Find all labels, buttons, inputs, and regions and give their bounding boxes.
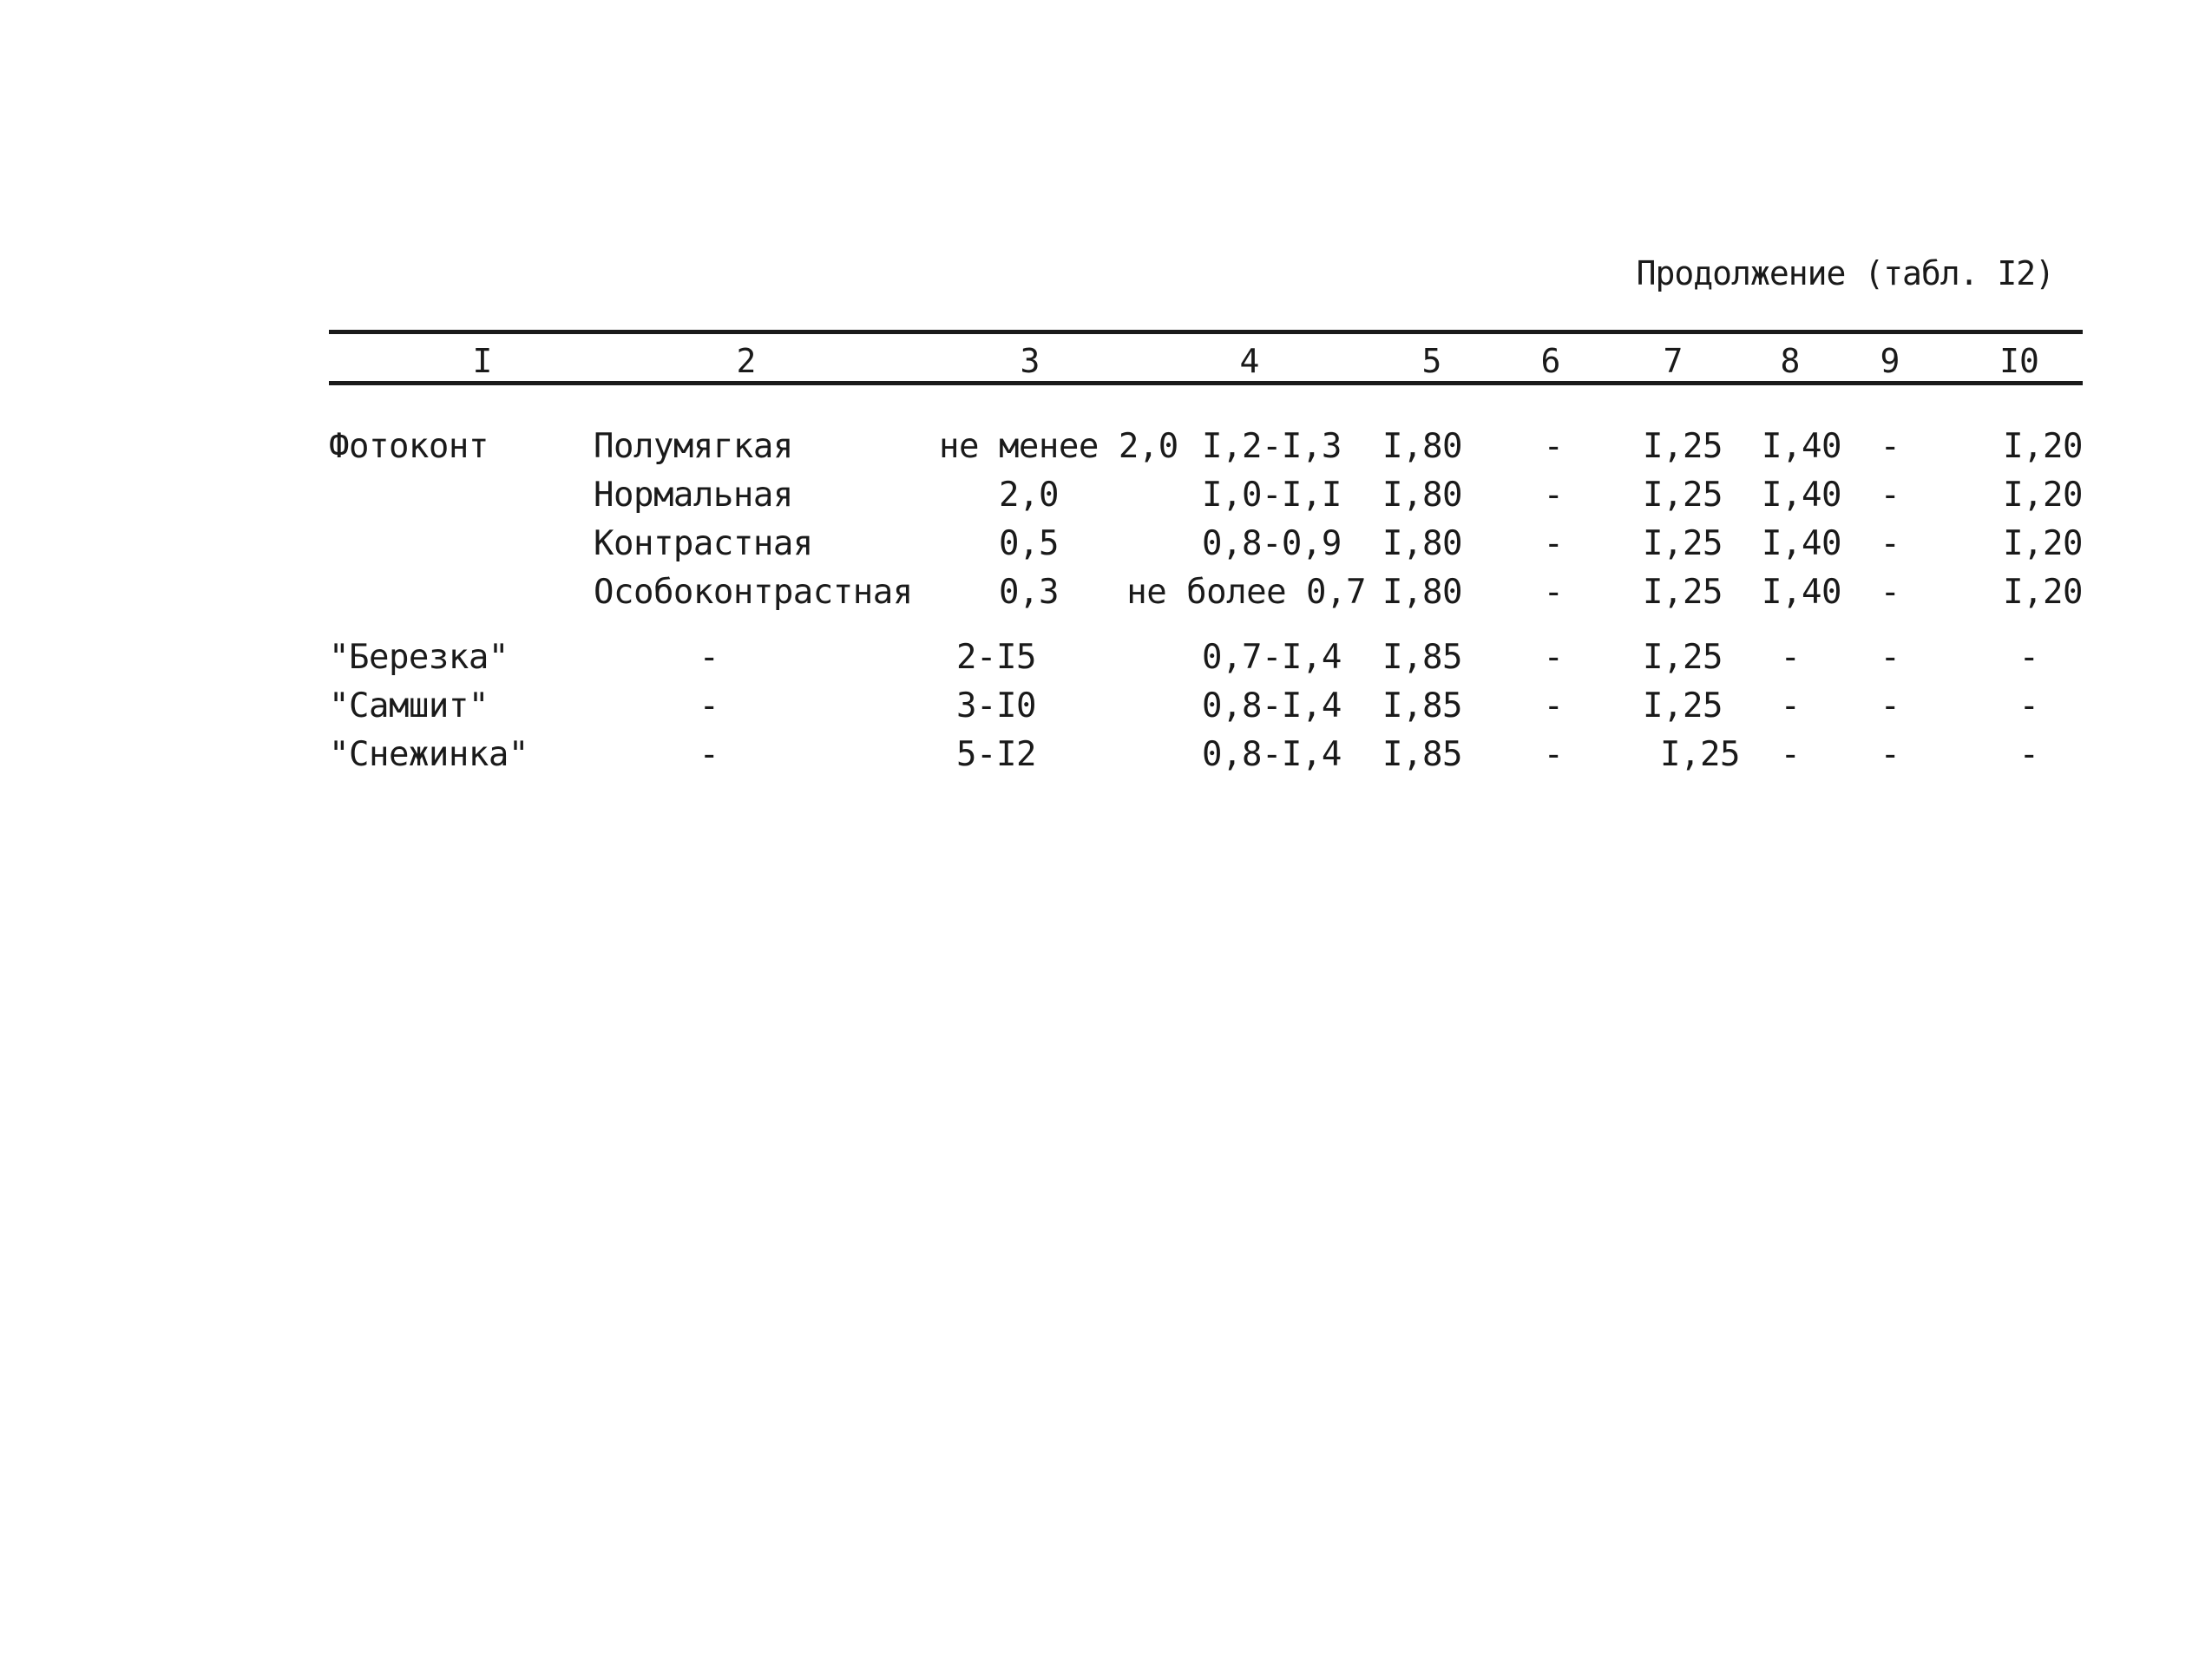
table-cell: I,20 (2003, 524, 2083, 563)
table-cell: I,25 (1643, 476, 1723, 515)
table-cell: - (1880, 476, 1900, 515)
header-col-3: 3 (1020, 342, 1040, 380)
table-cell: Особоконтрастная (594, 573, 913, 612)
header-col-2: 2 (736, 342, 757, 380)
table-cell: I,80 (1382, 476, 1462, 515)
table-cell: I,25 (1643, 427, 1723, 466)
table-cell: - (1780, 686, 1801, 725)
table-cell: - (2018, 735, 2039, 774)
table-cell: - (1543, 686, 1564, 725)
table-cell: I,40 (1762, 427, 1841, 466)
header-col-4: 4 (1239, 342, 1260, 380)
table-cell: I,40 (1762, 573, 1841, 612)
table-cell: - (2018, 638, 2039, 677)
table-cell: - (1543, 427, 1564, 466)
table-cell: 0,5 (999, 524, 1059, 563)
table-cell: - (1780, 638, 1801, 677)
table-cell: 0,7-I,4 (1202, 638, 1342, 677)
table-cell: - (1543, 573, 1564, 612)
table-cell: I,25 (1643, 686, 1723, 725)
table-cell: не более 0,7 (1126, 573, 1366, 612)
table-cell: Нормальная (594, 476, 793, 515)
table-cell: I,0-I,I (1202, 476, 1342, 515)
table-cell: 0,8-0,9 (1202, 524, 1342, 563)
table-caption: Продолжение (табл. I2) (1636, 254, 2054, 292)
table-cell: - (1543, 735, 1564, 774)
header-col-7: 7 (1663, 342, 1684, 380)
table-cell: I,20 (2003, 476, 2083, 515)
table-header-rule (329, 381, 2083, 385)
table-cell: I,25 (1643, 573, 1723, 612)
table-cell: - (1543, 638, 1564, 677)
table-cell: I,2-I,3 (1202, 427, 1342, 466)
table-cell: I,25 (1660, 735, 1740, 774)
table-cell: 2-I5 (956, 638, 1036, 677)
table-cell: 0,3 (999, 573, 1059, 612)
table-cell: "Самшит" (329, 686, 489, 725)
table-cell: - (1880, 686, 1900, 725)
table-cell: 5-I2 (956, 735, 1036, 774)
header-col-5: 5 (1421, 342, 1442, 380)
table-cell: I,40 (1762, 476, 1841, 515)
table-cell: 0,8-I,4 (1202, 735, 1342, 774)
table-cell: I,85 (1382, 686, 1462, 725)
table-cell: Полумягкая (594, 427, 793, 466)
table-cell: - (1880, 638, 1900, 677)
table-cell: - (1880, 427, 1900, 466)
table-cell: I,40 (1762, 524, 1841, 563)
table-cell: Контрастная (594, 524, 813, 563)
table-top-rule (329, 330, 2083, 334)
table-cell: "Березка" (329, 638, 509, 677)
header-col-10: I0 (1999, 342, 2039, 380)
table-cell: - (1780, 735, 1801, 774)
table-cell: 3-I0 (956, 686, 1036, 725)
header-col-8: 8 (1780, 342, 1801, 380)
table-cell: 0,8-I,4 (1202, 686, 1342, 725)
table-cell: - (2018, 686, 2039, 725)
table-cell: I,20 (2003, 573, 2083, 612)
table-cell: - (1543, 524, 1564, 563)
table-cell: I,85 (1382, 638, 1462, 677)
table-cell: - (1880, 524, 1900, 563)
table-cell: I,25 (1643, 638, 1723, 677)
header-col-6: 6 (1540, 342, 1561, 380)
table-cell: - (699, 686, 719, 725)
header-col-1: I (472, 342, 493, 380)
table-cell: I,20 (2003, 427, 2083, 466)
table-cell: - (1880, 735, 1900, 774)
table-cell: I,80 (1382, 427, 1462, 466)
table-cell: Фотоконт (329, 427, 489, 466)
header-col-9: 9 (1880, 342, 1900, 380)
table-cell: не менее 2,0 (939, 427, 1178, 466)
table-cell: I,80 (1382, 524, 1462, 563)
table-cell: - (699, 735, 719, 774)
table-cell: I,80 (1382, 573, 1462, 612)
table-cell: - (699, 638, 719, 677)
table-cell: "Снежинка" (329, 735, 528, 774)
table-cell: - (1880, 573, 1900, 612)
table-cell: I,85 (1382, 735, 1462, 774)
table-cell: - (1543, 476, 1564, 515)
table-cell: I,25 (1643, 524, 1723, 563)
table-cell: 2,0 (999, 476, 1059, 515)
